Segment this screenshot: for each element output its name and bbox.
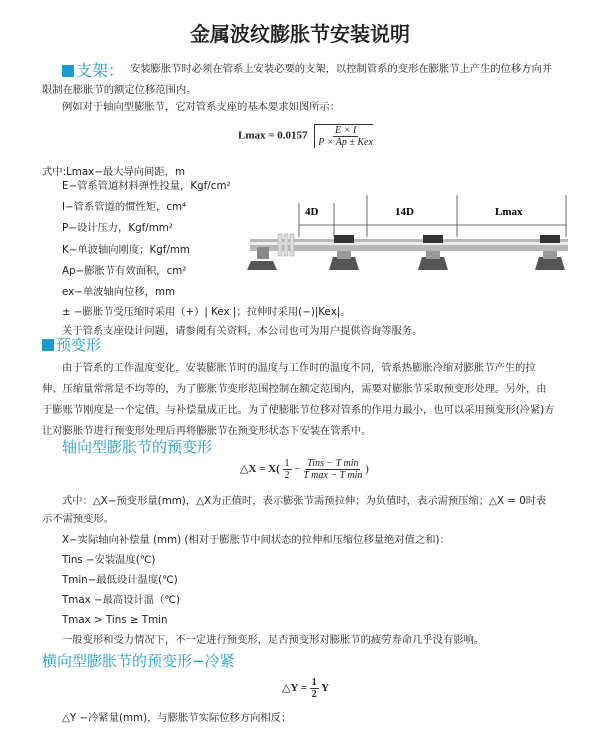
paragraph-line: 式中：△X−预变形量(mm)，△X为正值时，表示膨张节需预拉伸；为负值时，表示需预压缩；△X = 0时表 [62, 495, 547, 507]
formula-denominator: P × Ap ± Kex [318, 137, 373, 148]
paragraph-line: Tmax −最高设计温（℃) [62, 594, 180, 606]
paragraph-line: 限制在膨胀节的额定位移范围内。 [42, 84, 197, 96]
formula-numerator: Tins − T min [307, 458, 359, 469]
paragraph-line: 安装膨胀节时必须在管系上安装必要的支架，以控制管系的变形在膨胀节上产生的位移方向并 [130, 63, 553, 75]
definition-line: 式中:Lmax−最大导向间距，m [42, 166, 185, 178]
close-paren: ) [365, 463, 369, 476]
label-14d: 14D [395, 206, 414, 218]
square-bullet-icon [42, 339, 54, 351]
page-title: 金属波纹膨胀节安装说明 [190, 22, 410, 46]
square-bullet-icon [62, 65, 74, 77]
label-lmax: Lmax [495, 206, 523, 218]
formula-numerator: E × I [335, 125, 357, 136]
paragraph-line: 例如对于轴向型膨胀节，它对管系支座的基本要求如图所示： [62, 101, 341, 113]
formula-rhs: Y [321, 682, 330, 695]
paragraph-line: 示不需预变形。 [42, 513, 115, 525]
heading-text: 预变形 [56, 336, 102, 354]
paragraph-line: X−实际轴向补偿量 (mm) (相对于膨胀节中间状态的拉伸和压缩位移量绝对值之和)： [62, 534, 450, 546]
sqrt-symbol [314, 124, 373, 148]
paragraph-line: Tmax > Tins ≥ Tmin [62, 614, 168, 626]
minus-sign: − [294, 463, 301, 476]
formula-lateral [282, 677, 329, 700]
formula-denominator: T max − T min [303, 470, 363, 481]
paragraph-line: 由于管系的工作温度变化，安装膨胀节时的温度与工作时的温度不同，管系热膨胀冷缩对膨胀节产生的拉 [62, 362, 536, 374]
paragraph-line: Tins −安装温度(℃) [62, 554, 156, 566]
section-heading-support [62, 58, 124, 81]
label-4d: 4D [305, 206, 319, 218]
paragraph-line: 一般变形和受力情况下，不一定进行预变形，足否预变形对膨胀节的疲劳寿命几乎没有影响。 [62, 634, 485, 646]
definition-line: 关于管系支座设计问题，请参阅有关资料，本公司也可为用户提供咨询等服务。 [62, 325, 423, 337]
paragraph-line: 让对膨胀节进行预变形处理后再将膨胀节在预变形状态下安装在管系中。 [42, 425, 372, 437]
definition-line: E−管系管道材料弹性投量，Kgf/cm² [62, 180, 231, 192]
support-spacing-diagram [245, 195, 570, 275]
definition-line: ex−单波轴向位移，mm [62, 286, 176, 298]
definition-line: ± −膨胀节受压缩时采用（+）| Kex |；拉伸时采用(−)|Kex|。 [62, 306, 351, 318]
formula-lhs: △X = X( [240, 463, 280, 476]
formula-lhs: △Y = [282, 682, 308, 695]
definition-line: K−单波轴向刚度；Kgf/mm [62, 244, 190, 256]
half-denominator: 2 [284, 470, 290, 481]
half-numerator: 1 [284, 458, 290, 469]
definition-line: P−设计压力，Kgf/mm² [62, 222, 173, 234]
formula-axial [240, 458, 369, 481]
formula-lmax [238, 124, 373, 148]
formula-lhs: Lmax = 0.0157 [238, 129, 308, 142]
heading-text: 支架： [76, 61, 125, 80]
definition-line: Ap−膨胀节有效面积，cm² [62, 265, 187, 277]
subheading-axial: 轴向型膨胀节的预变形 [62, 438, 213, 456]
paragraph-line: △Y −冷紧量(mm)，与膨胀节实际位移方向相反； [62, 712, 292, 724]
definition-line: I−管系管道的惯性矩，cm⁴ [62, 201, 187, 213]
paragraph-line: 于膨账节刚度是一个定值，与补偿量成正比。为了使膨胀节位移对管系的作用力最小，也可以采用预变形(冷紧)方 [42, 404, 555, 416]
paragraph-line: Tmin−最低设计温度(℃) [62, 574, 178, 586]
half-denominator: 2 [311, 689, 317, 700]
subheading-lateral: 横向型膨胀节的预变形−冷紧 [42, 652, 235, 670]
half-numerator: 1 [311, 677, 317, 688]
section-heading-predeform [42, 334, 101, 355]
paragraph-line: 伸、压缩量常常是不均等的，为了膨胀节变形范围控制在额定范围内，需要对膨胀节采取预变形处理。另外，由 [42, 383, 547, 395]
